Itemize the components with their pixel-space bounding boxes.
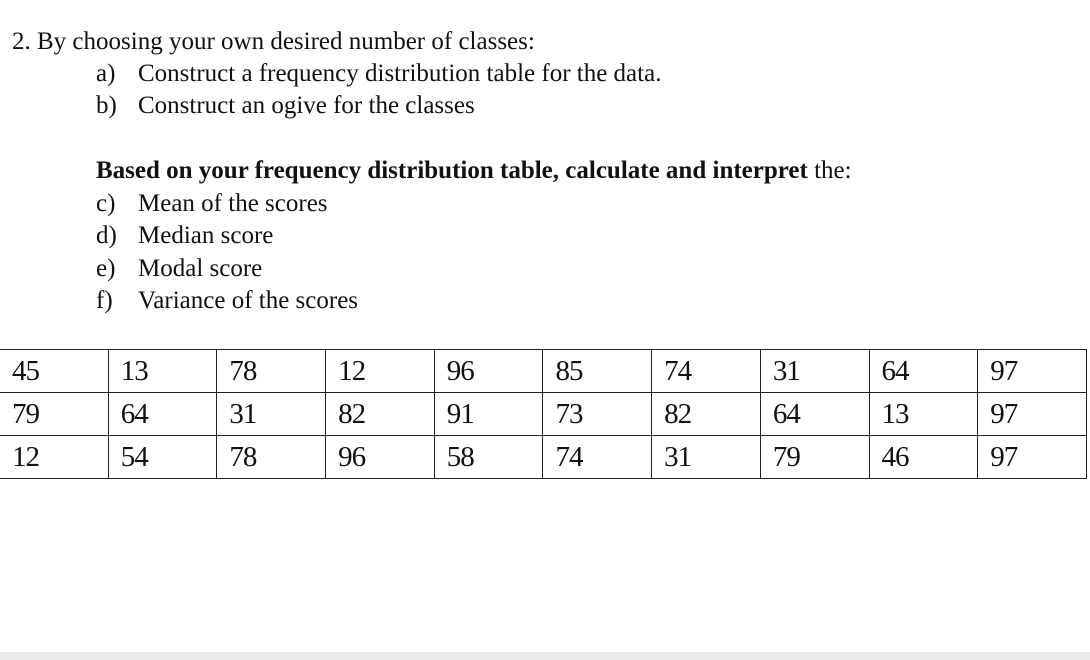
table-cell: 74 [543,436,652,479]
part-f [96,286,358,316]
part-a-text: Construct a frequency distribution table for the data. [138,60,662,87]
part-c-letter: c) [96,190,116,217]
table-cell: 46 [869,436,978,479]
part-e [96,254,262,284]
table-cell: 31 [760,350,869,393]
instruction-rest: the: [807,157,852,184]
table-cell: 96 [434,350,543,393]
part-c [96,189,328,219]
table-cell: 45 [0,350,108,393]
table-cell: 54 [108,436,217,479]
question-title: 2. By choosing your own desired number of classes: [12,28,535,55]
part-b [96,91,475,121]
table-cell: 31 [217,393,326,436]
table-cell: 97 [978,350,1087,393]
table-cell: 78 [217,350,326,393]
table-row [0,436,1087,479]
table-cell: 97 [978,393,1087,436]
scores-table [0,349,1087,479]
table-cell: 13 [108,350,217,393]
part-a-letter: a) [96,60,116,87]
table-cell: 82 [326,393,435,436]
table-cell: 58 [434,436,543,479]
table-cell: 13 [869,393,978,436]
table-cell: 91 [434,393,543,436]
table-cell: 79 [0,393,108,436]
table-cell: 64 [108,393,217,436]
part-d-text: Median score [138,222,274,249]
part-e-text: Modal score [138,255,263,282]
part-b-text: Construct an ogive for the classes [138,92,475,119]
bottom-strip [0,652,1090,660]
table-cell: 96 [326,436,435,479]
table-cell: 64 [760,393,869,436]
part-d [96,221,273,251]
table-cell: 82 [652,393,761,436]
table-cell: 12 [0,436,108,479]
table-cell: 97 [978,436,1087,479]
table-row [0,350,1087,393]
table-cell: 31 [652,436,761,479]
table-cell: 85 [543,350,652,393]
part-f-letter: f) [96,287,113,314]
part-c-text: Mean of the scores [138,190,328,217]
table-cell: 64 [869,350,978,393]
part-f-text: Variance of the scores [138,287,359,314]
table-row [0,393,1087,436]
instruction-line [96,156,852,186]
part-e-letter: e) [96,255,116,282]
table-cell: 78 [217,436,326,479]
part-b-letter: b) [96,92,117,119]
table-cell: 73 [543,393,652,436]
table-cell: 12 [326,350,435,393]
table-cell: 74 [652,350,761,393]
part-d-letter: d) [96,222,117,249]
part-a [96,59,661,89]
table-cell: 79 [760,436,869,479]
instruction-bold: Based on your frequency distribution table, calculate and interpret [96,157,808,184]
